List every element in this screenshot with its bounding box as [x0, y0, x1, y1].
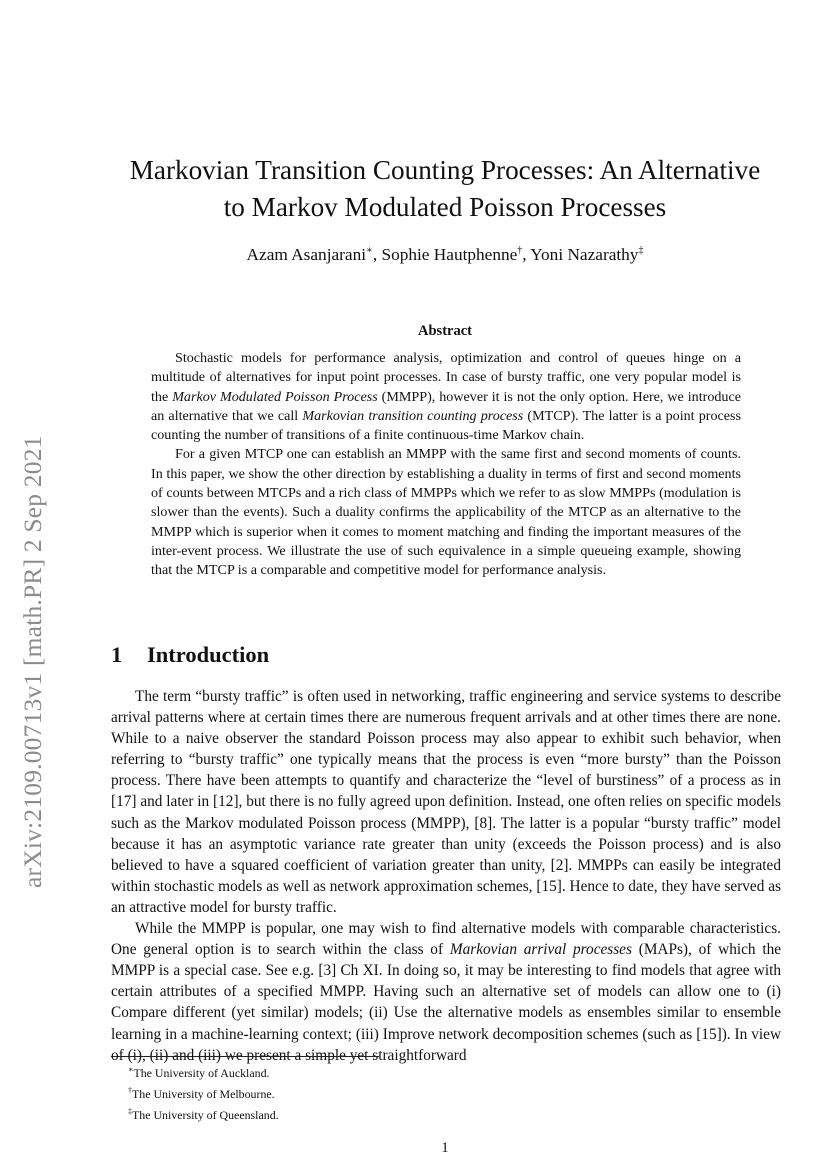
author-footnote-mark: †: [517, 245, 523, 256]
page-number: 1: [441, 1140, 449, 1156]
emphasis-text: Markov Modulated Poisson Process: [172, 388, 378, 405]
footnote: [128, 1103, 279, 1124]
author-name: Yoni Nazarathy: [530, 245, 639, 264]
text-run: Stochastic models for performance analysis, optimization and control of queues hinge on a multitude of alternatives for input point processes. In case of bursty traffic, one very popular model is the: [151, 350, 741, 405]
arxiv-identifier: arXiv:2109.00713v1 [math.PR] 2 Sep 2021: [18, 435, 47, 888]
section-number: 1: [111, 642, 123, 667]
author-footnote-mark: ∗: [366, 245, 373, 256]
abstract-paragraph: For a given MTCP one can establish an MMPP with the same first and second moments of counts. In this paper, we show the other direction by establishing a duality in terms of first and second moments of counts between MTCPs and a rich class of MMPPs which we refer to as slow MMPPs (modulation is slower than the events). Such a duality confirms the applicability of the MTCP as an alternative to the MMPP which is superior when it comes to moment matching and finding the important measures of the inter-event process. We illustrate the use of such equivalence in a simple queueing example, showing that the MTCP is a comparable and competitive model for performance analysis.: [151, 446, 741, 579]
footnote-mark: †: [128, 1086, 132, 1095]
abstract-heading: Abstract: [418, 323, 472, 339]
footnote: [128, 1061, 279, 1082]
footnote-text: The University of Melbourne.: [132, 1087, 275, 1101]
introduction-body: [111, 686, 781, 1066]
author-list: Azam Asanjarani∗, Sophie Hautphenne†, Yoni Nazarathy‡: [246, 245, 644, 264]
body-paragraph: The term “bursty traffic” is often used in networking, traffic engineering and service systems to describe arrival patterns where at certain times there are numerous frequent arrivals and at other times there are none. While to a naive observer the standard Poisson process may also appear to exhibit such behavior, when referring to “bursty traffic” one typically means that the process is even “more bursty” than the Poisson process. There have been attempts to quantify and characterize the “level of burstiness” of a process as in [17] and later in [12], but there is no fully agreed upon definition. Instead, one often relies on specific models such as the Markov modulated Poisson process (MMPP), [8]. The latter is a popular “bursty traffic” model because it has an asymptotic variance rate greater than unity (exceeds the Poisson process) and is also believed to have a squared coefficient of variation greater than unity, [2]. MMPPs can easily be integrated within stochastic models as well as network approximation schemes, [15]. Hence to date, they have served as an attractive model for bursty traffic.: [111, 688, 781, 916]
text-run: While the MMPP is popular, one may wish to find alternative models with comparable characteristics. One general option is to search within the class of: [111, 920, 781, 959]
footnote-mark: ‡: [128, 1107, 132, 1116]
footnote: [128, 1082, 279, 1103]
section-heading: [111, 642, 269, 668]
footnote-mark: ∗: [128, 1065, 134, 1074]
footnote-text: The University of Queensland.: [132, 1108, 279, 1122]
abstract-paragraph: [151, 349, 741, 445]
author-name: Sophie Hautphenne: [381, 245, 518, 264]
text-run: (MTCP). The latter is a point process counting the number of transitions of a finite continuous-time Markov chain.: [151, 407, 741, 444]
footnote-divider: [111, 1056, 379, 1057]
title-line-1: Markovian Transition Counting Processes: An Alternative: [129, 155, 761, 185]
text-run: (MMPP), however it is not the only option. Here, we introduce an alternative that we call: [151, 388, 741, 424]
emphasis-text: Markovian transition counting process: [302, 407, 524, 424]
footnote-text: The University of Auckland.: [133, 1066, 270, 1080]
text-run: (MAPs), of which the MMPP is a special case. See e.g. [3] Ch XI. In doing so, it may be interesting to find models that agree with certain attributes of a specified MMPP. Having such an alternative set of models can allow one to (i) Compare different (yet similar) models; (ii) Use the alternative models as ensembles similar to ensemble learning in a machine-learning context; (iii) Improve network decomposition schemes (such as [15]). In view of (i), (ii) and (iii) we present a simple yet straightforward: [111, 941, 782, 1064]
abstract-body: [151, 349, 741, 581]
paper-title: [70, 152, 820, 226]
body-paragraph: [111, 918, 781, 1066]
footnotes: [128, 1061, 279, 1124]
section-title: Introduction: [147, 642, 270, 667]
emphasis-text: Markovian arrival processes: [449, 941, 632, 959]
author-name: Azam Asanjarani: [246, 245, 367, 264]
author-footnote-mark: ‡: [638, 245, 644, 256]
title-line-2: to Markov Modulated Poisson Processes: [223, 192, 667, 222]
